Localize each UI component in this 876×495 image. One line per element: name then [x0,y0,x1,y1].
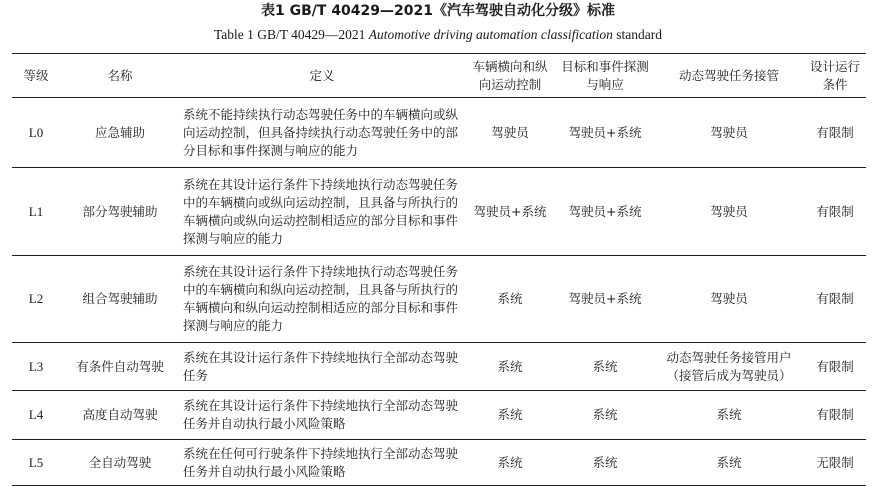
cell-level: L4 [28,407,44,422]
cell-name: 组合驾驶辅助 [82,291,158,306]
cell-odd: 有限制 [816,358,854,374]
cell-takeover: 动态驾驶任务接管用户（接管后成为驾驶员） [666,349,792,383]
cell-takeover: 系统 [716,407,742,422]
cell-odd: 有限制 [816,291,854,306]
cell-level: L1 [28,203,44,219]
cell-detection-response: 系统 [592,358,618,374]
header-odd: 设计运行条件 [809,58,860,92]
classification-table [12,53,866,486]
header-name: 名称 [107,67,133,83]
cell-detection-response: 驾驶员+系统 [568,203,642,219]
cell-odd: 有限制 [816,203,854,219]
table-row [12,256,866,343]
cell-level: L3 [28,358,44,374]
cell-motion-control: 系统 [497,407,523,422]
table-title-en-prefix: Table 1 GB/T 40429—2021 [213,27,369,42]
cell-odd: 有限制 [816,407,854,422]
table-header-row [12,54,866,98]
cell-takeover: 系统 [716,454,742,470]
cell-motion-control: 系统 [497,358,523,374]
table-title-en-italic: Automotive driving automation classification [368,27,613,42]
cell-motion-control: 系统 [497,291,523,306]
cell-motion-control: 系统 [497,454,523,470]
table-row [12,168,866,256]
cell-level: L2 [28,291,44,306]
table-row [12,391,866,440]
cell-definition: 系统在其设计运行条件下持续地执行全部动态驾驶任务 [183,349,459,383]
cell-definition: 系统在其设计运行条件下持续地执行动态驾驶任务中的车辆横向和纵向运动控制，且具备与所执行的车辆横向和纵向运动控制相适应的部分目标和事件探测与响应的能力 [183,264,459,333]
cell-level: L0 [28,124,44,140]
cell-definition: 系统在其设计运行条件下持续地执行动态驾驶任务中的车辆横向或纵向运动控制，且具备与所执行的车辆横向或纵向运动控制相适应的部分目标和事件探测与响应的能力 [183,176,459,246]
header-motion-control: 车辆横向和纵向运动控制 [472,58,548,92]
cell-motion-control: 驾驶员+系统 [473,203,547,219]
cell-name: 全自动驾驶 [88,454,152,470]
cell-takeover: 驾驶员 [710,291,748,306]
cell-level: L5 [28,454,44,470]
cell-odd: 无限制 [816,454,854,470]
cell-detection-response: 系统 [592,407,618,422]
cell-detection-response: 驾驶员+系统 [568,291,642,306]
cell-definition: 系统在其设计运行条件下持续地执行全部动态驾驶任务并自动执行最小风险策略 [183,398,459,431]
cell-name: 应急辅助 [94,124,145,140]
table-title-en-suffix: standard [612,27,662,42]
header-level: 等级 [23,67,49,83]
cell-detection-response: 驾驶员+系统 [568,124,642,140]
cell-name: 有条件自动驾驶 [76,358,164,374]
cell-name: 部分驾驶辅助 [82,203,158,219]
header-takeover: 动态驾驶任务接管 [678,67,779,83]
cell-detection-response: 系统 [592,454,618,470]
header-detection-response: 目标和事件探测与响应 [561,58,649,92]
cell-takeover: 驾驶员 [710,203,748,219]
table-title-cn: 表1 GB/T 40429—2021《汽车驾驶自动化分级》标准 [261,3,615,19]
table-row [12,440,866,486]
header-definition: 定义 [309,67,335,83]
table-row [12,98,866,168]
table-row [12,343,866,391]
cell-motion-control: 驾驶员 [491,124,529,140]
cell-definition: 系统不能持续执行动态驾驶任务中的车辆横向或纵向运动控制，但具备持续执行动态驾驶任务中的部分目标和事件探测与响应的能力 [183,106,459,158]
cell-name: 高度自动驾驶 [82,407,158,422]
cell-odd: 有限制 [816,124,854,140]
cell-takeover: 驾驶员 [710,124,748,140]
cell-definition: 系统在任何可行驶条件下持续地执行全部动态驾驶任务并自动执行最小风险策略 [183,445,459,479]
table-title-en [0,26,876,44]
